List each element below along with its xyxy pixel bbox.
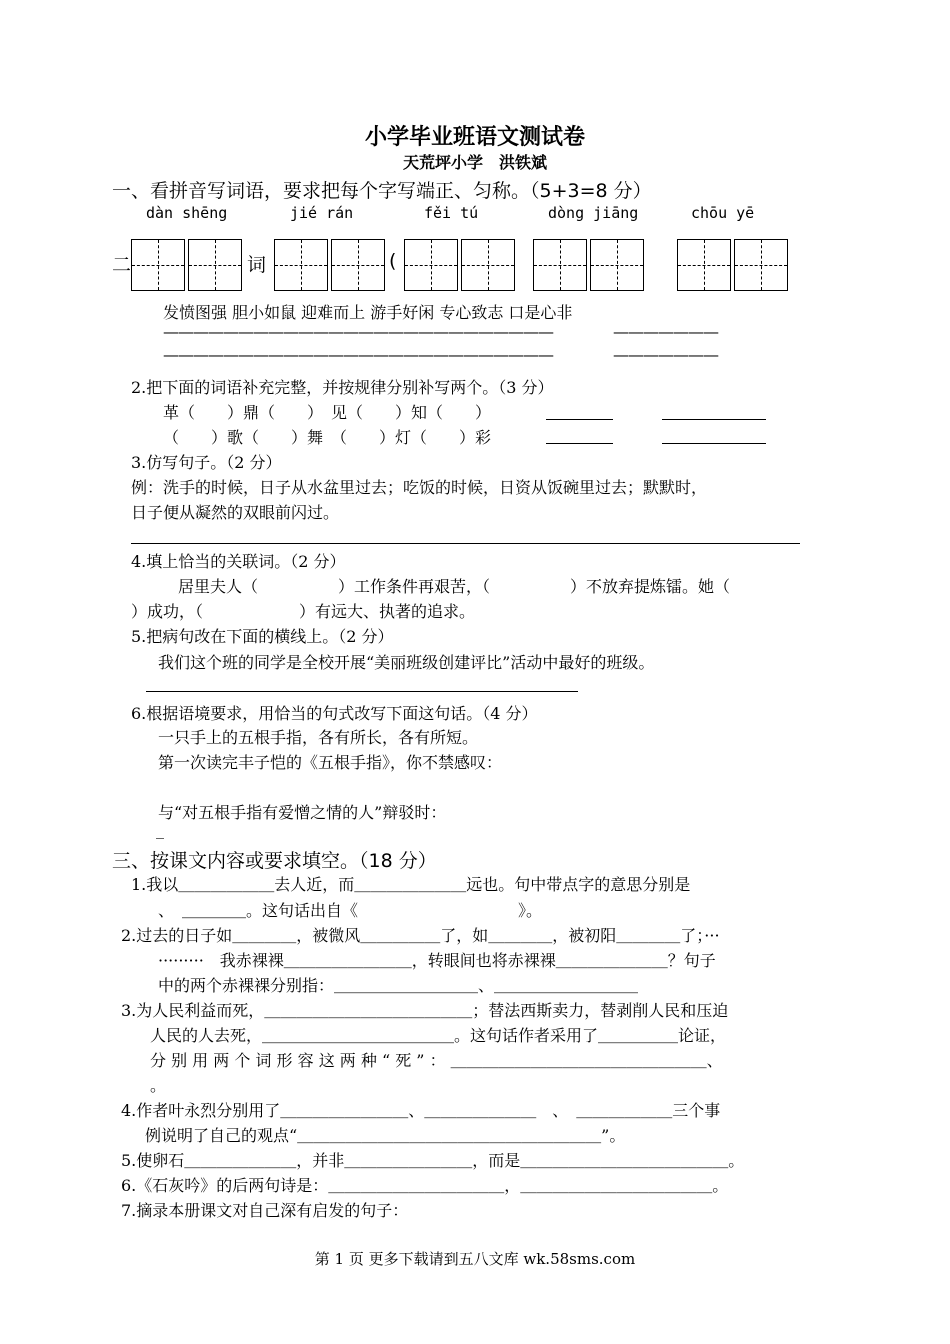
writing-box[interactable]	[404, 239, 458, 291]
writing-box[interactable]	[274, 239, 328, 291]
q2-label: 2.把下面的词语补充完整，并按规律分别补写两个。（3 分）	[131, 378, 554, 397]
q6-line2: 第一次读完丰子恺的《五根手指》，你不禁感叹：	[158, 753, 503, 772]
s3-q1-line2: 、 ＿＿＿＿。这句话出自《 》。	[158, 901, 543, 920]
section2-heading: 二	[112, 254, 132, 276]
page-title: 小学毕业班语文测试卷	[364, 125, 585, 150]
answer-line[interactable]	[546, 443, 613, 444]
q6-line3: 与“对五根手指有爱憎之情的人”辩驳时：	[158, 803, 447, 822]
section2-heading-fragment: 词	[247, 254, 267, 276]
q2-row2: （ ）歌（ ）舞 （ ）灯（ ）彩	[163, 428, 492, 447]
pinyin-5: chōu yē	[691, 204, 755, 222]
writing-box[interactable]	[461, 239, 515, 291]
answer-line[interactable]	[662, 419, 766, 420]
s3-q4-line1: 4.作者叶永烈分别用了＿＿＿＿＿＿＿＿、＿＿＿＿＿＿＿ 、 ＿＿＿＿＿＿三个事	[121, 1101, 721, 1120]
q1-line-b2[interactable]: ———————	[613, 345, 718, 364]
s3-q2-line2: ········· 我赤裸裸＿＿＿＿＿＿＿＿，转眼间也将赤裸裸＿＿＿＿＿＿＿？句子	[158, 951, 716, 970]
section1-heading: 一、看拼音写词语，要求把每个字写端正、匀称。（5+3=8 分）	[112, 180, 652, 202]
q4-line1: 居里夫人（ ）工作条件再艰苦，（ ）不放弃提炼镭。她（	[178, 577, 731, 596]
writing-box[interactable]	[677, 239, 731, 291]
s3-q7: 7.摘录本册课文对自己深有启发的句子：	[121, 1201, 409, 1220]
q5-sentence: 我们这个班的同学是全校开展“美丽班级创建评比”活动中最好的班级。	[158, 653, 655, 672]
q1-words: 发愤图强 胆小如鼠 迎难而上 游手好闲 专心致志 口是心非	[163, 303, 573, 322]
page-footer: 第 1 页 更多下载请到五八文库 wk.58sms.com	[314, 1250, 636, 1268]
q3-example-2: 日子便从凝然的双眼前闪过。	[131, 503, 340, 522]
page-subtitle: 天荒坪小学 洪铁斌	[402, 153, 547, 172]
q6-line1: 一只手上的五根手指，各有所长，各有所短。	[158, 728, 479, 747]
q3-example-1: 例：洗手的时候，日子从水盆里过去；吃饭的时候，日资从饭碗里过去；默默时，	[131, 478, 708, 497]
s3-q3-line2: 人民的人去死，＿＿＿＿＿＿＿＿＿＿＿＿。这句话作者采用了＿＿＿＿＿论证，	[150, 1026, 727, 1045]
q6-label: 6.根据语境要求，用恰当的句式改写下面这句话。（4 分）	[131, 704, 538, 723]
s3-q3-line3: 分 别 用 两 个 词 形 容 这 两 种 “ 死 ” ： ＿＿＿＿＿＿＿＿＿＿＿＿＿＿＿＿、	[150, 1051, 723, 1070]
s3-q4-line2: 例说明了自己的观点“＿＿＿＿＿＿＿＿＿＿＿＿＿＿＿＿＿＿＿”。	[145, 1126, 626, 1145]
pinyin-4: dòng jiāng	[548, 204, 639, 222]
writing-box[interactable]	[590, 239, 644, 291]
writing-box[interactable]	[188, 239, 242, 291]
s3-q2-line3: 中的两个赤裸裸分别指：＿＿＿＿＿＿＿＿＿、＿＿＿＿＿＿＿＿＿	[158, 976, 639, 995]
answer-line[interactable]	[131, 543, 800, 544]
s3-q6: 6.《石灰吟》的后两句诗是：＿＿＿＿＿＿＿＿＿＿＿，＿＿＿＿＿＿＿＿＿＿＿＿。	[121, 1176, 729, 1195]
writing-box[interactable]	[331, 239, 385, 291]
s3-q5: 5.使卵石＿＿＿＿＿＿＿，并非＿＿＿＿＿＿＿＿，而是＿＿＿＿＿＿＿＿＿＿＿＿＿。	[121, 1151, 745, 1170]
pinyin-2: jié rán	[290, 204, 354, 222]
s3-q3-line4: 。	[150, 1076, 167, 1095]
answer-line[interactable]	[546, 419, 613, 420]
answer-line[interactable]	[662, 443, 766, 444]
q1-line-a2[interactable]: ——————————————————————————	[163, 345, 553, 364]
q1-line-a1[interactable]: ——————————————————————————	[163, 322, 553, 341]
answer-line[interactable]	[146, 691, 578, 692]
writing-box[interactable]	[734, 239, 788, 291]
section3-heading: 三、按课文内容或要求填空。（18 分）	[112, 850, 437, 872]
q2-row1: 革（ ）鼎（ ） 见（ ）知（ ）	[163, 403, 492, 422]
pinyin-3: fěi tú	[424, 204, 479, 222]
s3-q3-line1: 3.为人民利益而死，＿＿＿＿＿＿＿＿＿＿＿＿＿；替法西斯卖力，替剥削人民和压迫	[121, 1001, 729, 1020]
q3-label: 3.仿写句子。（2 分）	[131, 453, 282, 472]
pinyin-1: dàn shēng	[146, 204, 228, 222]
s3-q2-line1: 2.过去的日子如＿＿＿＿，被微风＿＿＿＿＿了，如＿＿＿＿，被初阳＿＿＿＿了；···	[121, 926, 720, 945]
q6-mark: _	[156, 820, 164, 839]
writing-box[interactable]	[131, 239, 185, 291]
q4-line2: ）成功，（ ）有远大、执著的追求。	[131, 602, 476, 621]
q5-label: 5.把病句改在下面的横线上。（2 分）	[131, 627, 394, 646]
s3-q1-line1: 1.我以＿＿＿＿＿＿去人近，而＿＿＿＿＿＿＿远也。句中带点字的意思分别是	[131, 875, 691, 894]
writing-box[interactable]	[533, 239, 587, 291]
q1-line-b1[interactable]: ———————	[613, 322, 718, 341]
q4-label: 4.填上恰当的关联词。（2 分）	[131, 552, 346, 571]
section2-heading-paren: (	[389, 250, 397, 272]
